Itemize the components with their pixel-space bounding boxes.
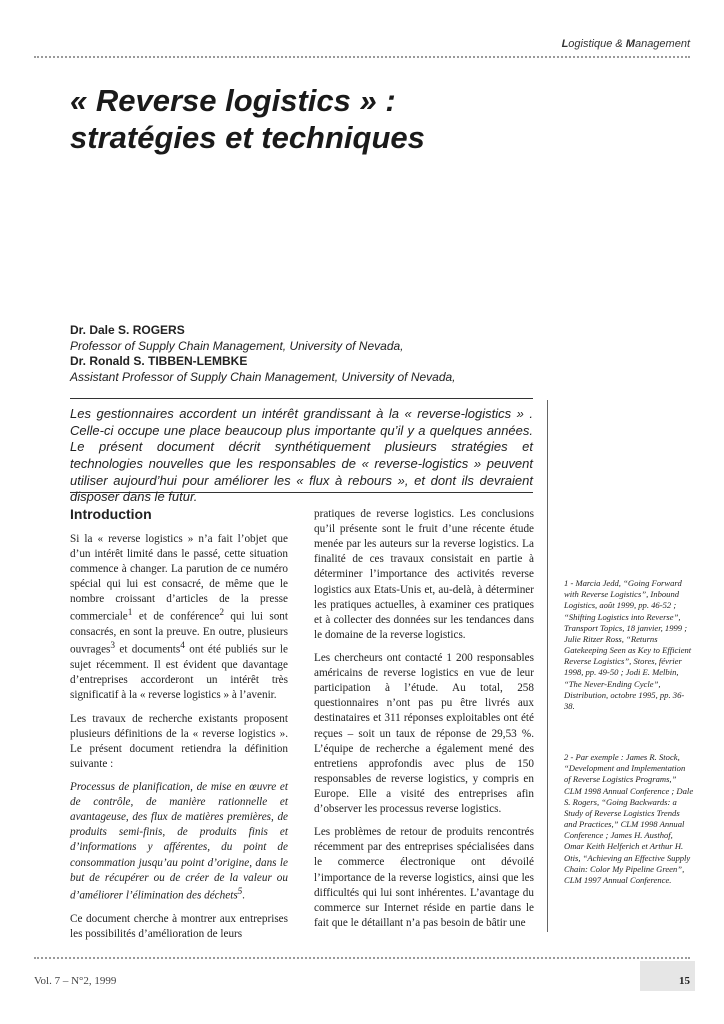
intro-paragraph-2: Les travaux de recherche existants proposent plusieurs définitions de la « reverse logistics ». Le présent document retiendra la définition suivante : bbox=[70, 712, 288, 770]
footnote-ref-3: 3 bbox=[110, 641, 116, 652]
author-2-affiliation: Assistant Professor of Supply Chain Management, University of Nevada, bbox=[70, 369, 456, 384]
abstract-bottom-rule bbox=[70, 492, 533, 493]
author-block bbox=[70, 323, 550, 385]
author-1-affiliation: Professor of Supply Chain Management, University of Nevada, bbox=[70, 338, 404, 353]
abstract: Les gestionnaires accordent un intérêt grandissant à la « reverse-logistics » . Celle-ci occupe une place beaucoup plus importante qu’il y a quelques années. Le présent document décrit synthétiquement plusieurs stratégies et technologies nouvelles que les responsables de « reverse-logistics » peuvent utiliser aujourd’hui pour améliorer les « flux à rebours », et dont ils devraient disposer dans le futur. bbox=[70, 406, 533, 505]
bottom-divider bbox=[34, 957, 690, 959]
definition-paragraph bbox=[70, 780, 288, 904]
footnote-ref-5: 5 bbox=[237, 886, 243, 897]
running-head-initial-l: L bbox=[561, 38, 569, 50]
intro-paragraph-3: Ce document cherche à montrer aux entreprises les possibilités d’amélioration de leurs bbox=[70, 912, 288, 940]
definition-end: . bbox=[242, 889, 246, 902]
running-head-part2: anagement bbox=[634, 38, 690, 50]
column-2-paragraph-1: pratiques de reverse logistics. Les conclusions qu’il présente sont le fruit d’une récente étude menée par les auteurs sur la reverse logistics. La finalité de ces travaux consistait en partie à déterminer l’importance des activités reverse logistics aux Etats-Unis et, au-delà, à déterminer les pratiques actuelles, à examiner ces pratiques et à collecter des données sur les tendances dans le domaine de la reverse logistics. bbox=[314, 508, 534, 641]
p1-text-d: et documents bbox=[115, 644, 181, 657]
intro-paragraph-1 bbox=[70, 532, 288, 704]
footnote-ref-2: 2 bbox=[219, 608, 225, 619]
p1-text-c: qui lui sont consacrés, en sont la preuve. En outre, plusieurs ouvrages bbox=[70, 611, 288, 657]
running-head-initial-m: M bbox=[625, 38, 635, 50]
author-1-name: Dr. Dale S. ROGERS bbox=[70, 323, 185, 337]
body-column-2 bbox=[314, 507, 534, 939]
author-2-name: Dr. Ronald S. TIBBEN-LEMBKE bbox=[70, 354, 248, 369]
title-line-2: stratégies et techniques bbox=[70, 120, 425, 156]
p1-text-a: Si la « reverse logistics » n’a fait l’objet que d’un intérêt limité dans le passé, cette situation commence à changer. La parution de ce numéro spécial qui lui est consacré, de même que le nombre croissant d’articles de la presse commerciale bbox=[70, 532, 288, 624]
footnote-1: 1 - Marcia Jedd, “Going Forward with Reverse Logistics”, Inbound Logistics, août 1999, pp. 46-52 ; “Shifting Logistics into Reverse”, Transport Topics, 18 janvier, 1999 ; Julie Ritzer Ross, “Returns Gatekeeping Seen as Key to Efficient Reverse Logistics”, Stores, février 1998, pp. 49-50 ; Jodi E. Melbin, “The Never-Ending Cycle”, Distribution, octobre 1995, pp. 36-38. bbox=[564, 578, 692, 711]
article-title bbox=[70, 82, 630, 156]
column-2-paragraph-2: Les chercheurs ont contacté 1 200 responsables américains de reverse logistics en vue de leur participation à l’étude. Au total, 258 questionnaires n’ont pas pu être livrés aux destinataires et 311 réponses exploitables ont été reçues – soit un taux de réponse de 29,53 %. L’équipe de recherche a également mené des entretiens approfondis avec plus de 150 responsables de reverse logistics, y compris en Europe. Elle a visité des entreprises afin d’observer les processus reverse logistics. bbox=[314, 651, 534, 816]
column-divider bbox=[547, 400, 548, 932]
p1-text-e: ont été publiés sur le sujet récemment. Il est évident que davantage d’entreprises accorderont un intérêt très significatif à la « reverse logistics » à l’avenir. bbox=[70, 644, 289, 702]
p1-text-b: et de conférence bbox=[132, 611, 220, 624]
body-column-1 bbox=[70, 505, 288, 950]
top-divider bbox=[34, 56, 690, 58]
page-number: 15 bbox=[679, 975, 690, 987]
footer-volume: Vol. 7 – N°2, 1999 bbox=[34, 975, 117, 987]
abstract-top-rule bbox=[70, 398, 533, 399]
section-heading-introduction: Introduction bbox=[70, 506, 152, 522]
footnote-2: 2 - Par exemple : James R. Stock, “Development and Implementation of Reverse Logistics Programs,” CLM 1998 Annual Conference ; Dale S. Rogers, “Going Backwards: a Study of Reverse Logistics Trends and Practices,” CLM 1998 Annual Conference ; James H. Austhof, Omar Keith Helferich et Arthur H. Otis, “Achieving an Effective Supply Chain: Color My Pipeline Green”, CLM 1997 Annual Conference. bbox=[564, 752, 694, 885]
footnote-ref-4: 4 bbox=[180, 641, 185, 652]
column-2-paragraph-3: Les problèmes de retour de produits rencontrés récemment par des entreprises spécialisées dans le commerce électronique ont dévoilé l’importance de la reverse logistics, ainsi que les difficultés qui lui sont inhérentes. L’avantage du commerce sur Internet réside en partie dans le fait que le détaillant n’a pas besoin de bâtir une bbox=[314, 826, 534, 929]
running-head-part1: ogistique & bbox=[568, 38, 626, 50]
running-head bbox=[562, 38, 690, 50]
title-line-1: « Reverse logistics » : bbox=[70, 83, 396, 118]
footnote-ref-1: 1 bbox=[127, 608, 133, 619]
definition-text: Processus de planification, de mise en œuvre et de contrôle, de manière rationnelle et avantageuse, des flux de matières premières, de produits semi-finis, de produits finis et d’informations y afférentes, du point de consommation jusqu’au point d’origine, dans le but de récupérer ou de créer de la valeur ou d’améliorer l’élimination des déchets bbox=[70, 781, 288, 902]
